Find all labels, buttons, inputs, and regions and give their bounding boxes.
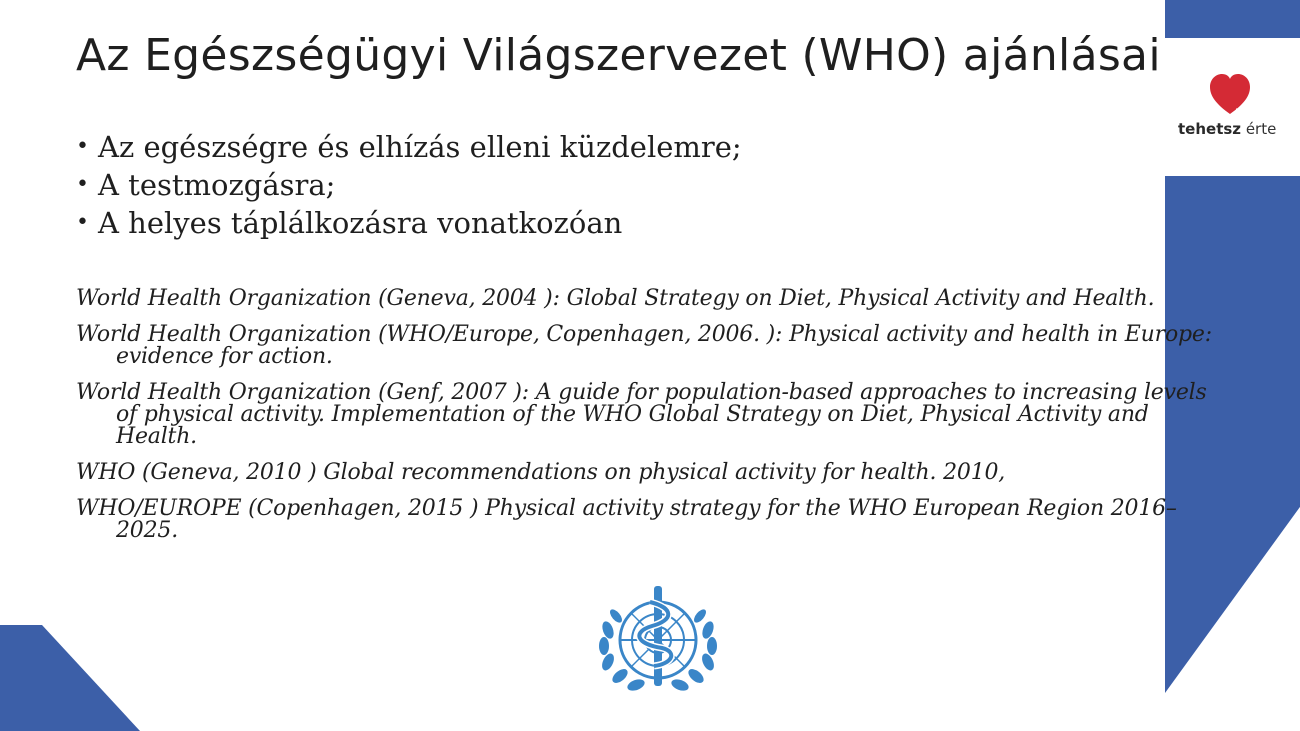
reference-item: WHO (Geneva, 2010 ) Global recommendations on physical activity for health. 2010, xyxy=(76,460,1006,485)
decor-top-bar xyxy=(1165,0,1300,38)
reference-item: World Health Organization (Geneva, 2004 ): Global Strategy on Diet, Physical Activity and Health. xyxy=(76,286,1155,311)
who-emblem-icon xyxy=(592,582,724,697)
heart-logo-icon xyxy=(1206,70,1254,118)
bullet-item: • A testmozgásra; xyxy=(76,166,742,204)
reference-item: World Health Organization (Genf, 2007 ): A guide for population-based approaches to increasing levels of physical activity. Implementation of the WHO Global Strategy on Diet, Physical Activity and Health. xyxy=(76,380,1207,449)
slide-title: Az Egészségügyi Világszervezet (WHO) ajánlásai xyxy=(76,30,1161,81)
bullet-item: • A helyes táplálkozásra vonatkozóan xyxy=(76,204,742,242)
tehetsz-erte-logo xyxy=(1178,70,1288,140)
logo-wordmark: tehetsz érte xyxy=(1178,120,1277,138)
reference-list xyxy=(76,288,1226,556)
bullet-list xyxy=(76,128,742,242)
bullet-item: • Az egészségre és elhízás elleni küzdelemre; xyxy=(76,128,742,166)
reference-item: WHO/EUROPE (Copenhagen, 2015 ) Physical activity strategy for the WHO European Region 2016– 2025. xyxy=(76,496,1177,543)
decor-bottom-left-triangle xyxy=(0,625,140,731)
reference-item: World Health Organization (WHO/Europe, Copenhagen, 2006. ): Physical activity and health in Europe: evidence for action. xyxy=(76,322,1212,369)
